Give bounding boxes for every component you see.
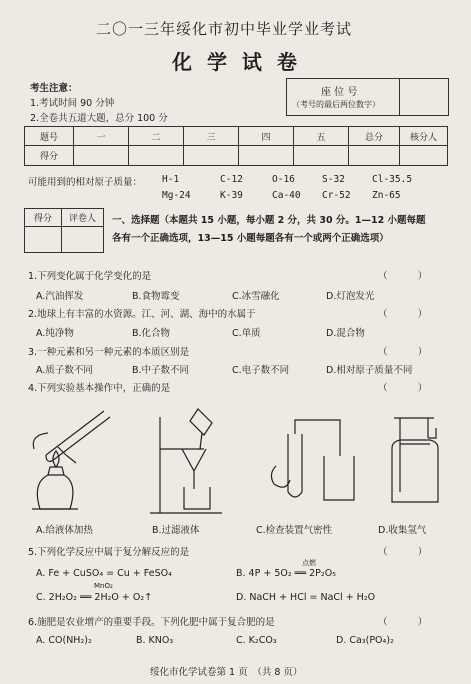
atomic-mass: K-39 xyxy=(220,190,243,201)
seat-hint: （考号的最后两位数字） xyxy=(292,100,380,109)
question-stem: 6.施肥是农业增产的重要手段。下列化肥中属于复合肥的是 xyxy=(28,617,275,628)
atomic-mass: Cl-35.5 xyxy=(372,174,413,185)
score-cell[interactable] xyxy=(294,146,349,166)
section1-instruction-cont: 各有一个正确选项，13—15 小题每题各有一个或两个正确选项） xyxy=(112,233,389,244)
answer-paren[interactable]: （ ） xyxy=(378,547,428,558)
filtration-figure xyxy=(140,405,230,520)
option: B.过滤液体 xyxy=(152,525,200,536)
atomic-mass: Ca-40 xyxy=(272,190,301,201)
option: B. 4P + 5O₂ ══ 2P₂O₅ xyxy=(236,568,337,579)
atomic-mass: Mg-24 xyxy=(162,190,191,201)
exam-title: 二〇一三年绥化市初中毕业学业考试 xyxy=(96,20,353,38)
alcohol-lamp xyxy=(37,475,73,509)
option: D.混合物 xyxy=(326,328,365,339)
score-table-header: 五 xyxy=(294,127,349,146)
subject-title: 化 学 试 卷 xyxy=(172,50,301,74)
score-table-header: 一 xyxy=(74,127,129,146)
score-table-header: 总分 xyxy=(349,127,400,146)
atomic-mass: Cr-52 xyxy=(322,190,351,201)
option: C.检查装置气密性 xyxy=(256,525,333,536)
score-table-header: 四 xyxy=(239,127,294,146)
option: B.食物霉变 xyxy=(132,291,180,302)
option: A.质子数不同 xyxy=(36,365,93,376)
option: C. 2H₂O₂ ══ 2H₂O + O₂↑ xyxy=(36,592,153,603)
atomic-mass-label: 可能用到的相对原子质量： xyxy=(28,177,143,188)
hydrogen-collection-figure xyxy=(386,414,466,514)
pouring-beaker xyxy=(190,409,212,435)
hand-outline xyxy=(33,433,48,449)
atomic-mass: C-12 xyxy=(220,174,243,185)
score-cell[interactable] xyxy=(239,146,294,166)
notice-total: 2.全卷共五道大题，总分 100 分 xyxy=(30,113,168,124)
option: D. Ca₃(PO₄)₂ xyxy=(336,635,394,646)
answer-paren[interactable]: （ ） xyxy=(378,309,428,320)
airtightness-figure xyxy=(262,414,352,514)
option: B. KNO₃ xyxy=(136,635,174,646)
atomic-mass: O-16 xyxy=(272,174,295,185)
option: B.中子数不同 xyxy=(132,365,190,376)
score-cell[interactable] xyxy=(74,146,129,166)
atomic-mass: Zn-65 xyxy=(372,190,401,201)
grader-box xyxy=(24,208,104,253)
option: A.纯净物 xyxy=(36,328,74,339)
option: A. Fe + CuSO₄ = Cu + FeSO₄ xyxy=(36,568,172,579)
gas-bottle xyxy=(392,440,438,502)
hand-outline xyxy=(271,466,290,487)
score-table xyxy=(24,126,448,166)
question-stem: 4.下列实验基本操作中，正确的是 xyxy=(28,383,171,394)
score-table-header: 三 xyxy=(184,127,239,146)
funnel xyxy=(182,449,206,471)
water-beaker xyxy=(324,456,354,500)
beaker xyxy=(184,487,210,509)
section1-instruction: 一、选择题（本题共 15 小题，每小题 2 分，共 30 分。1—12 小题每题 xyxy=(112,215,426,226)
option: C.冰雪融化 xyxy=(232,291,280,302)
reaction-condition: MnO₂ xyxy=(94,582,113,590)
grader-name-label: 评卷人 xyxy=(62,209,104,227)
liquid-heating-figure xyxy=(18,405,108,515)
atomic-mass: H-1 xyxy=(162,174,180,185)
atomic-mass: S-32 xyxy=(322,174,345,185)
answer-paren[interactable]: （ ） xyxy=(378,617,428,628)
score-cell[interactable] xyxy=(400,146,448,166)
reaction-condition: 点燃 xyxy=(302,559,316,567)
seat-label: 座 位 号 xyxy=(321,87,358,98)
question-stem: 5.下列化学反应中属于复分解反应的是 xyxy=(28,547,190,558)
page-footer: 绥化市化学试卷第 1 页 （共 8 页） xyxy=(150,667,303,678)
option: A. CO(NH₂)₂ xyxy=(36,635,92,646)
score-table-header: 题号 xyxy=(25,127,74,146)
score-cell[interactable] xyxy=(129,146,184,166)
notice-time: 1.考试时间 90 分钟 xyxy=(30,98,115,109)
option: D.相对原子质量不同 xyxy=(326,365,413,376)
grader-score-cell[interactable] xyxy=(25,227,62,253)
score-cell[interactable] xyxy=(349,146,400,166)
question-stem: 2.地球上有丰富的水资源。江、河、湖、海中的水属于 xyxy=(28,309,256,320)
score-table-header: 二 xyxy=(129,127,184,146)
option: D.收集氢气 xyxy=(378,525,427,536)
notice-heading: 考生注意： xyxy=(30,83,78,94)
score-table-header: 核分人 xyxy=(400,127,448,146)
option: A.汽油挥发 xyxy=(36,291,84,302)
answer-paren[interactable]: （ ） xyxy=(378,271,428,282)
option: D. NaCH + HCl = NaCl + H₂O xyxy=(236,592,376,603)
seat-label-box xyxy=(286,78,400,116)
option: B.化合物 xyxy=(132,328,171,339)
answer-paren[interactable]: （ ） xyxy=(378,383,428,394)
seat-number-field[interactable] xyxy=(398,78,449,116)
grader-name-cell[interactable] xyxy=(62,227,104,253)
answer-paren[interactable]: （ ） xyxy=(378,347,428,358)
question-stem: 3.一种元素和另一种元素的本质区别是 xyxy=(28,347,190,358)
score-cell[interactable] xyxy=(184,146,239,166)
option: C. K₂CO₃ xyxy=(236,635,277,646)
option: D.灯泡发光 xyxy=(326,291,375,302)
question-stem: 1.下列变化属于化学变化的是 xyxy=(28,271,152,282)
score-row-label: 得分 xyxy=(25,146,74,166)
option: A.给液体加热 xyxy=(36,525,93,536)
test-tube-body xyxy=(46,411,104,455)
grader-score-label: 得分 xyxy=(25,209,62,227)
option: C.电子数不同 xyxy=(232,365,290,376)
option: C.单质 xyxy=(232,328,261,339)
